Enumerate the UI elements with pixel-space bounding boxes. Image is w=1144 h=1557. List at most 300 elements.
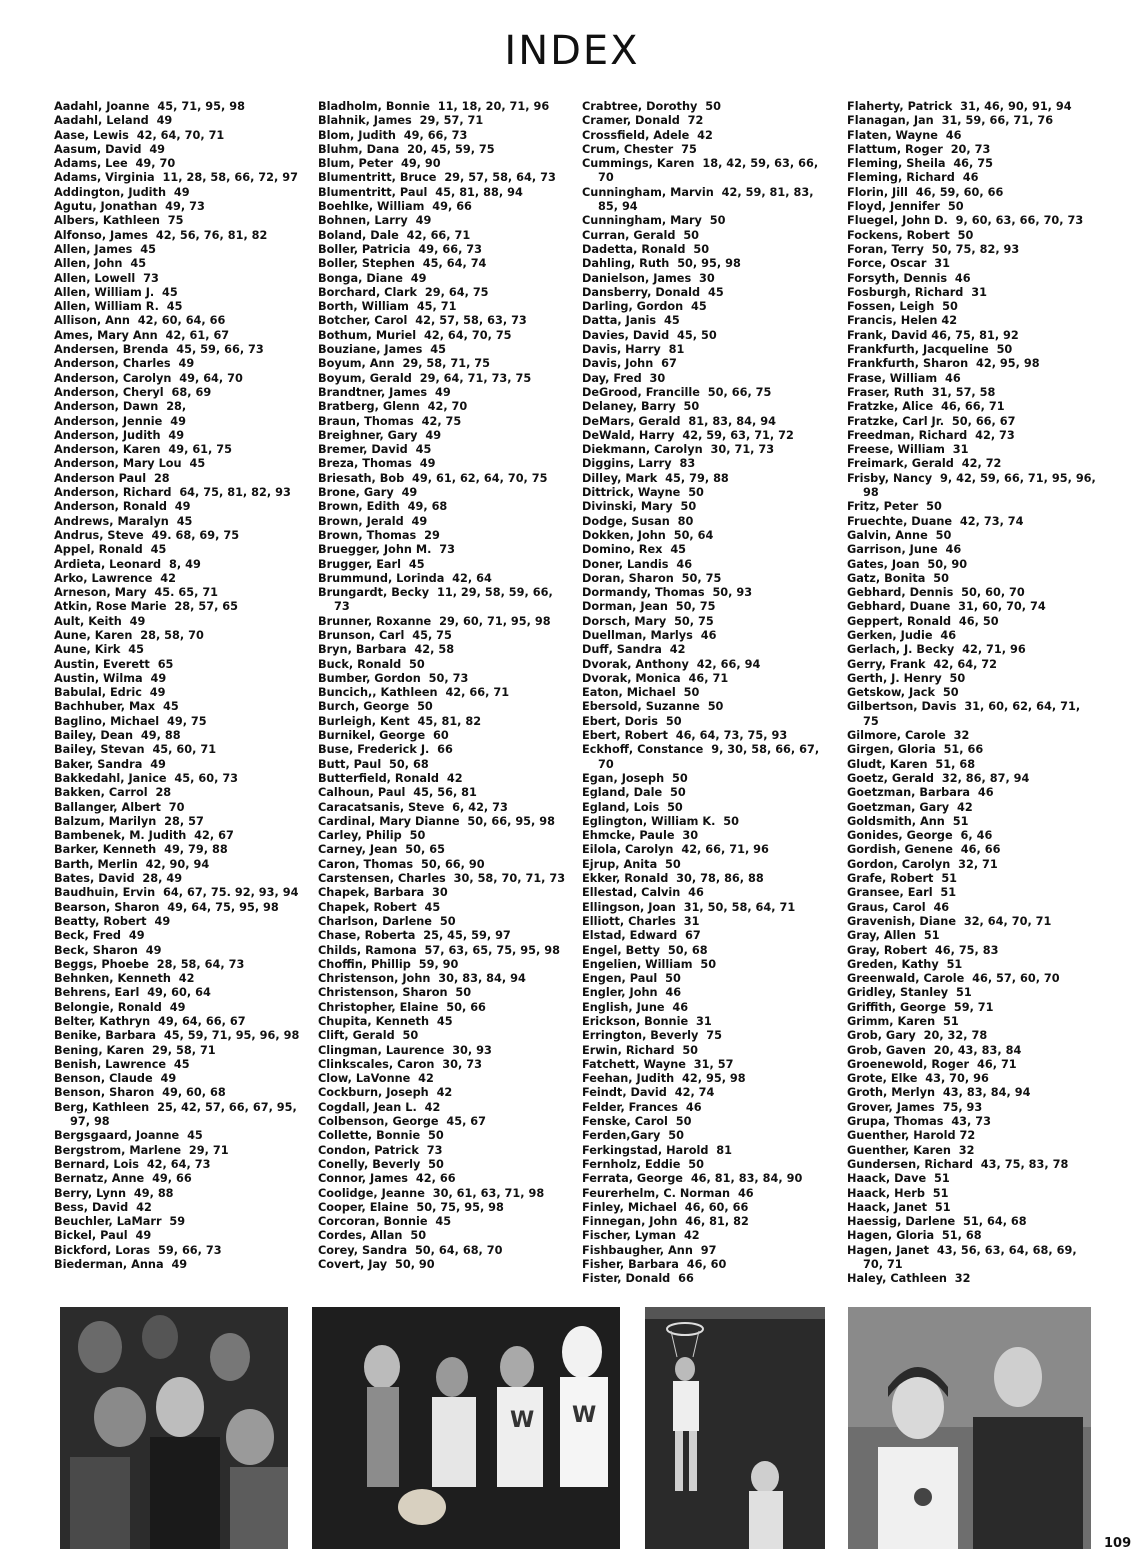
index-entry: Cardinal, Mary Dianne 50, 66, 95, 98 xyxy=(318,814,555,828)
index-entry: Ardieta, Leonard 8, 49 xyxy=(54,557,201,571)
index-entry: Appel, Ronald 45 xyxy=(54,543,167,557)
index-entry: Clinkscales, Caron 30, 73 xyxy=(318,1057,482,1071)
index-entry: Gravenish, Diane 32, 64, 70, 71 xyxy=(847,914,1052,928)
index-entry: Blum, Peter 49, 90 xyxy=(318,157,441,171)
index-entry: Christenson, Sharon 50 xyxy=(318,986,472,1000)
index-entry: Blahnik, James 29, 57, 71 xyxy=(318,114,484,128)
index-entry: Fluegel, John D. 9, 60, 63, 66, 70, 73 xyxy=(847,214,1084,228)
index-entry: Freese, William 31 xyxy=(847,443,969,457)
index-entry: Bearson, Sharon 49, 64, 75, 95, 98 xyxy=(54,900,279,914)
index-entry: Bailey, Dean 49, 88 xyxy=(54,729,181,743)
index-entry: Beggs, Phoebe 28, 58, 64, 73 xyxy=(54,957,245,971)
index-entry: Charlson, Darlene 50 xyxy=(318,914,456,928)
index-entry: Bachhuber, Max 45 xyxy=(54,700,179,714)
index-entry: Gebhard, Dennis 50, 60, 70 xyxy=(847,586,1025,600)
index-entry: Clift, Gerald 50 xyxy=(318,1029,419,1043)
index-column-2 xyxy=(318,100,568,1272)
index-entry: Engler, John 46 xyxy=(582,986,682,1000)
index-entry: Cooper, Elaine 50, 75, 95, 98 xyxy=(318,1200,504,1214)
index-entry: Floyd, Jennifer 50 xyxy=(847,200,964,214)
index-entry: Ellestad, Calvin 46 xyxy=(582,886,704,900)
index-entry: Bernard, Lois 42, 64, 73 xyxy=(54,1157,211,1171)
index-entry: Barth, Merlin 42, 90, 94 xyxy=(54,857,210,871)
index-entry: Benike, Barbara 45, 59, 71, 95, 96, 98 xyxy=(54,1029,300,1043)
index-entry: DeMars, Gerald 81, 83, 84, 94 xyxy=(582,414,776,428)
index-entry: DeGrood, Francille 50, 66, 75 xyxy=(582,385,772,399)
index-entry: Anderson, Karen 49, 61, 75 xyxy=(54,443,232,457)
index-entry: Austin, Everett 65 xyxy=(54,657,174,671)
index-entry: Engelien, William 50 xyxy=(582,957,717,971)
index-entry: Gerry, Frank 42, 64, 72 xyxy=(847,657,998,671)
index-entry: Allen, Lowell 73 xyxy=(54,271,159,285)
index-entry: Borchard, Clark 29, 64, 75 xyxy=(318,285,489,299)
index-entry: Burnikel, George 60 xyxy=(318,729,449,743)
index-entry: Baglino, Michael 49, 75 xyxy=(54,714,207,728)
index-entry: Gordish, Genene 46, 66 xyxy=(847,843,1001,857)
index-entry: Brown, Jerald 49 xyxy=(318,514,428,528)
index-entry: Davis, Harry 81 xyxy=(582,343,685,357)
index-entry: Curran, Gerald 50 xyxy=(582,228,700,242)
index-entry: Groth, Merlyn 43, 83, 84, 94 xyxy=(847,1086,1031,1100)
index-entry: Grover, James 75, 93 xyxy=(847,1100,983,1114)
svg-text:W: W xyxy=(510,1408,535,1433)
index-entry: Gonides, George 6, 46 xyxy=(847,829,993,843)
index-entry: Feurerhelm, C. Norman 46 xyxy=(582,1186,754,1200)
index-entry: Babulal, Edric 49 xyxy=(54,686,166,700)
index-entry: Andrews, Maralyn 45 xyxy=(54,514,193,528)
index-entry: Boyum, Gerald 29, 64, 71, 73, 75 xyxy=(318,371,532,385)
index-entry: Bryn, Barbara 42, 58 xyxy=(318,643,455,657)
index-entry: Brunson, Carl 45, 75 xyxy=(318,628,452,642)
index-entry: Benson, Claude 49 xyxy=(54,1072,177,1086)
index-entry: Flanagan, Jan 31, 59, 66, 71, 76 xyxy=(847,114,1054,128)
index-entry: Fischer, Lyman 42 xyxy=(582,1229,700,1243)
index-entry: Albers, Kathleen 75 xyxy=(54,214,184,228)
index-entry: Darling, Gordon 45 xyxy=(582,300,707,314)
index-entry: Bremer, David 45 xyxy=(318,443,432,457)
index-entry: Allen, William J. 45 xyxy=(54,285,178,299)
index-entry: Behnken, Kenneth 42 xyxy=(54,972,195,986)
index-entry: Barker, Kenneth 49, 79, 88 xyxy=(54,843,228,857)
index-entry: Eckhoff, Constance 9, 30, 58, 66, 67, 70 xyxy=(582,743,824,771)
index-entry: Bladholm, Bonnie 11, 18, 20, 71, 96 xyxy=(318,100,550,113)
index-entry: Haack, Herb 51 xyxy=(847,1186,949,1200)
index-entry: Fraser, Ruth 31, 57, 58 xyxy=(847,385,996,399)
index-entry: Bakken, Carrol 28 xyxy=(54,786,172,800)
index-entry: Galvin, Anne 50 xyxy=(847,528,952,542)
index-entry: Doran, Sharon 50, 75 xyxy=(582,571,722,585)
index-entry: Allison, Ann 42, 60, 64, 66 xyxy=(54,314,226,328)
index-entry: Flattum, Roger 20, 73 xyxy=(847,142,991,156)
index-entry: Ejrup, Anita 50 xyxy=(582,857,681,871)
index-entry: Ehmcke, Paule 30 xyxy=(582,829,699,843)
index-entry: Adams, Virginia 11, 28, 58, 66, 72, 97 xyxy=(54,171,298,185)
index-entry: Aadahl, Leland 49 xyxy=(54,114,173,128)
index-entry: Fister, Donald 66 xyxy=(582,1272,694,1286)
index-entry: Brummund, Lorinda 42, 64 xyxy=(318,571,492,585)
index-entry: Dansberry, Donald 45 xyxy=(582,285,724,299)
index-entry: Egland, Lois 50 xyxy=(582,800,683,814)
index-entry: Florin, Jill 46, 59, 60, 66 xyxy=(847,185,1004,199)
index-entry: Anderson, Charles 49 xyxy=(54,357,195,371)
index-entry: Conelly, Beverly 50 xyxy=(318,1157,444,1171)
index-entry: Gludt, Karen 51, 68 xyxy=(847,757,976,771)
index-entry: Choffin, Phillip 59, 90 xyxy=(318,957,459,971)
index-entry: Dormandy, Thomas 50, 93 xyxy=(582,586,753,600)
index-entry: Bates, David 28, 49 xyxy=(54,872,183,886)
index-entry: Brone, Gary 49 xyxy=(318,486,418,500)
index-entry: Goetz, Gerald 32, 86, 87, 94 xyxy=(847,771,1030,785)
index-entry: Dahling, Ruth 50, 95, 98 xyxy=(582,257,741,271)
index-entry: Coolidge, Jeanne 30, 61, 63, 71, 98 xyxy=(318,1186,545,1200)
index-entry: Gilmore, Carole 32 xyxy=(847,729,970,743)
index-entry: Belongie, Ronald 49 xyxy=(54,1000,186,1014)
index-entry: Dittrick, Wayne 50 xyxy=(582,486,704,500)
index-entry: Blumentritt, Bruce 29, 57, 58, 64, 73 xyxy=(318,171,556,185)
index-entry: Elliott, Charles 31 xyxy=(582,914,700,928)
index-entry: Haack, Dave 51 xyxy=(847,1172,950,1186)
index-entry: Gundersen, Richard 43, 75, 83, 78 xyxy=(847,1157,1069,1171)
index-entry: Ebert, Robert 46, 64, 73, 75, 93 xyxy=(582,729,788,743)
index-entry: Carstensen, Charles 30, 58, 70, 71, 73 xyxy=(318,872,566,886)
index-entry: Davis, John 67 xyxy=(582,357,677,371)
index-entry: Buse, Frederick J. 66 xyxy=(318,743,453,757)
index-entry: Feindt, David 42, 74 xyxy=(582,1086,715,1100)
index-entry: Clingman, Laurence 30, 93 xyxy=(318,1043,492,1057)
index-column-4 xyxy=(847,100,1100,1287)
index-entry: Anderson, Richard 64, 75, 81, 82, 93 xyxy=(54,486,291,500)
index-entry: Flaherty, Patrick 31, 46, 90, 91, 94 xyxy=(847,100,1072,113)
index-entry: Haack, Janet 51 xyxy=(847,1200,951,1214)
index-entry: Butt, Paul 50, 68 xyxy=(318,757,429,771)
index-entry: Feehan, Judith 42, 95, 98 xyxy=(582,1072,746,1086)
index-entry: Bothum, Muriel 42, 64, 70, 75 xyxy=(318,328,512,342)
index-entry: Fernholz, Eddie 50 xyxy=(582,1157,705,1171)
index-entry: Buck, Ronald 50 xyxy=(318,657,425,671)
index-entry: Foran, Terry 50, 75, 82, 93 xyxy=(847,242,1020,256)
index-entry: Davies, David 45, 50 xyxy=(582,328,717,342)
index-entry: Chapek, Robert 45 xyxy=(318,900,441,914)
index-entry: Bouziane, James 45 xyxy=(318,343,446,357)
index-entry: Botcher, Carol 42, 57, 58, 63, 73 xyxy=(318,314,527,328)
index-entry: Boland, Dale 42, 66, 71 xyxy=(318,228,471,242)
photo-couple-portrait xyxy=(848,1307,1091,1549)
index-entry: Groenewold, Roger 46, 71 xyxy=(847,1057,1017,1071)
index-entry: Calhoun, Paul 45, 56, 81 xyxy=(318,786,477,800)
index-entry: Caracatsanis, Steve 6, 42, 73 xyxy=(318,800,508,814)
index-entry: Hagen, Gloria 51, 68 xyxy=(847,1229,982,1243)
index-entry: Gebhard, Duane 31, 60, 70, 74 xyxy=(847,600,1046,614)
index-entry: Berg, Kathleen 25, 42, 57, 66, 67, 95, 97, 98 xyxy=(54,1100,301,1129)
index-entry: Danielson, James 30 xyxy=(582,271,715,285)
index-entry: Crossfield, Adele 42 xyxy=(582,128,713,142)
index-entry: Anderson, Dawn 28, xyxy=(54,400,187,414)
index-entry: Day, Fred 30 xyxy=(582,371,666,385)
index-entry: Ekker, Ronald 30, 78, 86, 88 xyxy=(582,872,764,886)
index-entry: Bambenek, M. Judith 42, 67 xyxy=(54,829,234,843)
index-entry: Bohnen, Larry 49 xyxy=(318,214,432,228)
index-entry: Grafe, Robert 51 xyxy=(847,872,958,886)
index-entry: Corey, Sandra 50, 64, 68, 70 xyxy=(318,1243,503,1257)
index-entry: Anderson, Mary Lou 45 xyxy=(54,457,206,471)
index-entry: Adams, Lee 49, 70 xyxy=(54,157,176,171)
index-entry: Brown, Edith 49, 68 xyxy=(318,500,448,514)
index-entry: Christopher, Elaine 50, 66 xyxy=(318,1000,486,1014)
index-entry: Bergsgaard, Joanne 45 xyxy=(54,1129,203,1143)
index-entry: Ellingson, Joan 31, 50, 58, 64, 71 xyxy=(582,900,796,914)
index-entry: Beck, Fred 49 xyxy=(54,929,145,943)
index-entry: Aune, Karen 28, 58, 70 xyxy=(54,628,204,642)
index-entry: Boller, Stephen 45, 64, 74 xyxy=(318,257,487,271)
index-entry: Erickson, Bonnie 31 xyxy=(582,1015,712,1028)
index-entry: Forsyth, Dennis 46 xyxy=(847,271,971,285)
index-entry: Chapek, Barbara 30 xyxy=(318,886,448,900)
index-entry: Ballanger, Albert 70 xyxy=(54,800,185,814)
index-entry: Eglington, William K. 50 xyxy=(582,814,740,828)
index-entry: Corcoran, Bonnie 45 xyxy=(318,1215,452,1229)
page-title: INDEX xyxy=(504,28,640,74)
index-entry: Collette, Bonnie 50 xyxy=(318,1129,444,1143)
index-entry: Cordes, Allan 50 xyxy=(318,1229,427,1243)
index-entry: Caron, Thomas 50, 66, 90 xyxy=(318,857,485,871)
index-entry: Freimark, Gerald 42, 72 xyxy=(847,457,1002,471)
index-entry: Gray, Allen 51 xyxy=(847,929,940,943)
index-entry: Benson, Sharon 49, 60, 68 xyxy=(54,1086,226,1100)
index-entry: Braun, Thomas 42, 75 xyxy=(318,414,462,428)
index-entry: Diggins, Larry 83 xyxy=(582,457,696,471)
index-entry: Allen, William R. 45 xyxy=(54,300,183,314)
index-entry: Balzum, Marilyn 28, 57 xyxy=(54,814,204,828)
index-entry: Cunningham, Marvin 42, 59, 81, 83, 85, 94 xyxy=(582,185,818,214)
index-entry: Griffith, George 59, 71 xyxy=(847,1000,994,1014)
index-entry: Delaney, Barry 50 xyxy=(582,400,700,414)
index-entry: Geppert, Ronald 46, 50 xyxy=(847,614,999,628)
index-entry: Frisby, Nancy 9, 42, 59, 66, 71, 95, 96, 98 xyxy=(847,471,1100,500)
index-entry: Ferrata, George 46, 81, 83, 84, 90 xyxy=(582,1172,803,1186)
index-entry: Condon, Patrick 73 xyxy=(318,1143,443,1157)
index-entry: Dodge, Susan 80 xyxy=(582,514,694,528)
index-entry: Gatz, Bonita 50 xyxy=(847,571,949,585)
svg-text:W: W xyxy=(572,1403,597,1428)
index-entry: Cockburn, Joseph 42 xyxy=(318,1086,453,1100)
index-entry: Aadahl, Joanne 45, 71, 95, 98 xyxy=(54,100,245,113)
index-entry: Bickel, Paul 49 xyxy=(54,1229,152,1243)
index-column-1 xyxy=(54,100,304,1272)
index-entry: Flaten, Wayne 46 xyxy=(847,128,962,142)
index-entry: Brungardt, Becky 11, 29, 58, 59, 66, 73 xyxy=(318,586,557,614)
index-entry: Gerth, J. Henry 50 xyxy=(847,671,966,685)
index-entry: Finley, Michael 46, 60, 66 xyxy=(582,1200,749,1214)
index-entry: Brunner, Roxanne 29, 60, 71, 95, 98 xyxy=(318,614,551,628)
index-entry: Fossen, Leigh 50 xyxy=(847,300,958,314)
index-entry: Eilola, Carolyn 42, 66, 71, 96 xyxy=(582,843,769,857)
index-entry: Beatty, Robert 49 xyxy=(54,914,171,928)
index-entry: Anderson, Jennie 49 xyxy=(54,414,186,428)
index-entry: Cummings, Karen 18, 42, 59, 63, 66, 70 xyxy=(582,157,823,185)
index-entry: Guenther, Karen 32 xyxy=(847,1143,975,1157)
index-entry: Dokken, John 50, 64 xyxy=(582,528,714,542)
index-entry: Gordon, Carolyn 32, 71 xyxy=(847,857,998,871)
index-entry: Dvorak, Monica 46, 71 xyxy=(582,671,729,685)
index-entry: Carney, Jean 50, 65 xyxy=(318,843,445,857)
index-entry: Gilbertson, Davis 31, 60, 62, 64, 71, 75 xyxy=(847,700,1085,728)
index-entry: Diekmann, Carolyn 30, 71, 73 xyxy=(582,443,775,457)
index-entry: Brugger, Earl 45 xyxy=(318,557,425,571)
index-entry: Arneson, Mary 45. 65, 71 xyxy=(54,586,219,600)
index-entry: Greenwald, Carole 46, 57, 60, 70 xyxy=(847,972,1060,986)
index-entry: Fratzke, Alice 46, 66, 71 xyxy=(847,400,1005,414)
index-entry: Anderson, Ronald 49 xyxy=(54,500,191,514)
index-entry: Anderson, Judith 49 xyxy=(54,428,185,442)
page-number: 109 xyxy=(1104,1536,1132,1551)
index-entry: Crum, Chester 75 xyxy=(582,142,697,156)
index-entry: Fatchett, Wayne 31, 57 xyxy=(582,1057,734,1071)
index-entry: Burch, George 50 xyxy=(318,700,433,714)
index-entry: Christenson, John 30, 83, 84, 94 xyxy=(318,972,526,986)
index-entry: Brandtner, James 49 xyxy=(318,385,451,399)
index-entry: Dvorak, Anthony 42, 66, 94 xyxy=(582,657,761,671)
index-entry: Datta, Janis 45 xyxy=(582,314,680,328)
index-entry: Goetzman, Barbara 46 xyxy=(847,786,994,800)
index-entry: Austin, Wilma 49 xyxy=(54,671,167,685)
index-entry: Bumber, Gordon 50, 73 xyxy=(318,671,469,685)
index-entry: Gates, Joan 50, 90 xyxy=(847,557,968,571)
index-entry: Domino, Rex 45 xyxy=(582,543,687,557)
index-entry: Fisher, Barbara 46, 60 xyxy=(582,1258,727,1272)
index-entry: Errington, Beverly 75 xyxy=(582,1029,722,1043)
index-entry: Bluhm, Dana 20, 45, 59, 75 xyxy=(318,142,495,156)
index-entry: Borth, William 45, 71 xyxy=(318,300,457,314)
index-entry: Briesath, Bob 49, 61, 62, 64, 70, 75 xyxy=(318,471,548,485)
photo-cheerleaders xyxy=(312,1307,620,1549)
index-entry: Bickford, Loras 59, 66, 73 xyxy=(54,1243,222,1257)
index-entry: Finnegan, John 46, 81, 82 xyxy=(582,1215,749,1229)
index-entry: Brown, Thomas 29 xyxy=(318,528,440,542)
index-entry: Ault, Keith 49 xyxy=(54,614,146,628)
index-entry: Egan, Joseph 50 xyxy=(582,771,688,785)
index-entry: Chase, Roberta 25, 45, 59, 97 xyxy=(318,929,511,943)
index-entry: Belter, Kathryn 49, 64, 66, 67 xyxy=(54,1015,246,1028)
index-entry: Cunningham, Mary 50 xyxy=(582,214,726,228)
index-entry: Biederman, Anna 49 xyxy=(54,1258,188,1272)
index-entry: Gransee, Earl 51 xyxy=(847,886,957,900)
index-entry: English, June 46 xyxy=(582,1000,689,1014)
index-entry: Bailey, Stevan 45, 60, 71 xyxy=(54,743,217,757)
index-entry: Anderson Paul 28 xyxy=(54,471,170,485)
index-entry: Bruegger, John M. 73 xyxy=(318,543,455,557)
index-entry: Force, Oscar 31 xyxy=(847,257,950,271)
index-entry: Blumentritt, Paul 45, 81, 88, 94 xyxy=(318,185,523,199)
index-entry: Aasum, David 49 xyxy=(54,142,166,156)
index-entry: Fockens, Robert 50 xyxy=(847,228,974,242)
index-entry: Goetzman, Gary 42 xyxy=(847,800,973,814)
index-entry: Bonga, Diane 49 xyxy=(318,271,427,285)
index-entry: Berry, Lynn 49, 88 xyxy=(54,1186,174,1200)
index-entry: Bernatz, Anne 49, 66 xyxy=(54,1172,192,1186)
index-entry: Colbenson, George 45, 67 xyxy=(318,1115,487,1129)
index-entry: Divinski, Mary 50 xyxy=(582,500,697,514)
index-entry: Crabtree, Dorothy 50 xyxy=(582,100,721,113)
index-entry: Arko, Lawrence 42 xyxy=(54,571,176,585)
index-entry: Dilley, Mark 45, 79, 88 xyxy=(582,471,729,485)
index-entry: Doner, Landis 46 xyxy=(582,557,693,571)
index-entry: Garrison, June 46 xyxy=(847,543,962,557)
index-entry: Allen, James 45 xyxy=(54,242,156,256)
index-entry: Beuchler, LaMarr 59 xyxy=(54,1215,186,1229)
index-entry: Baudhuin, Ervin 64, 67, 75. 92, 93, 94 xyxy=(54,886,299,900)
index-entry: Freedman, Richard 42, 73 xyxy=(847,428,1015,442)
index-entry: Carley, Philip 50 xyxy=(318,829,426,843)
index-entry: Felder, Frances 46 xyxy=(582,1100,702,1114)
index-entry: Guenther, Harold 72 xyxy=(847,1129,976,1143)
index-entry: DeWald, Harry 42, 59, 63, 71, 72 xyxy=(582,428,794,442)
index-entry: Erwin, Richard 50 xyxy=(582,1043,699,1057)
index-entry: Greden, Kathy 51 xyxy=(847,957,963,971)
index-column-3 xyxy=(582,100,832,1287)
index-entry: Fruechte, Duane 42, 73, 74 xyxy=(847,514,1024,528)
index-entry: Blom, Judith 49, 66, 73 xyxy=(318,128,468,142)
index-entry: Haessig, Darlene 51, 64, 68 xyxy=(847,1215,1027,1229)
index-entry: Ebersold, Suzanne 50 xyxy=(582,700,724,714)
index-entry: Connor, James 42, 66 xyxy=(318,1172,456,1186)
index-entry: Bening, Karen 29, 58, 71 xyxy=(54,1043,216,1057)
index-entry: Covert, Jay 50, 90 xyxy=(318,1258,435,1272)
index-entry: Bratberg, Glenn 42, 70 xyxy=(318,400,468,414)
index-entry: Engel, Betty 50, 68 xyxy=(582,943,708,957)
index-entry: Beck, Sharon 49 xyxy=(54,943,162,957)
index-entry: Grob, Gary 20, 32, 78 xyxy=(847,1029,988,1043)
index-entry: Duellman, Marlys 46 xyxy=(582,628,717,642)
index-entry: Goldsmith, Ann 51 xyxy=(847,814,969,828)
index-entry: Aase, Lewis 42, 64, 70, 71 xyxy=(54,128,225,142)
index-entry: Graus, Carol 46 xyxy=(847,900,950,914)
index-entry: Addington, Judith 49 xyxy=(54,185,190,199)
index-entry: Boyum, Ann 29, 58, 71, 75 xyxy=(318,357,491,371)
index-entry: Chupita, Kenneth 45 xyxy=(318,1015,453,1028)
index-entry: Fosburgh, Richard 31 xyxy=(847,285,987,299)
index-entry: Frankfurth, Sharon 42, 95, 98 xyxy=(847,357,1040,371)
index-entry: Benish, Lawrence 45 xyxy=(54,1057,190,1071)
index-entry: Gridley, Stanley 51 xyxy=(847,986,972,1000)
index-entry: Bess, David 42 xyxy=(54,1200,152,1214)
index-entry: Ferkingstad, Harold 81 xyxy=(582,1143,733,1157)
index-entry: Cogdall, Jean L. 42 xyxy=(318,1100,441,1114)
index-entry: Andersen, Brenda 45, 59, 66, 73 xyxy=(54,343,264,357)
index-entry: Francis, Helen 42 xyxy=(847,314,958,328)
index-entry: Fleming, Sheila 46, 75 xyxy=(847,157,993,171)
index-entry: Eaton, Michael 50 xyxy=(582,686,700,700)
photo-dance-crowd xyxy=(60,1307,288,1549)
index-entry: Ames, Mary Ann 42, 61, 67 xyxy=(54,328,230,342)
index-entry: Dorman, Jean 50, 75 xyxy=(582,600,716,614)
index-entry: Alfonso, James 42, 56, 76, 81, 82 xyxy=(54,228,268,242)
index-entry: Dorsch, Mary 50, 75 xyxy=(582,614,714,628)
index-entry: Grob, Gaven 20, 43, 83, 84 xyxy=(847,1043,1022,1057)
index-entry: Gray, Robert 46, 75, 83 xyxy=(847,943,999,957)
index-entry: Dadetta, Ronald 50 xyxy=(582,242,710,256)
index-entry: Girgen, Gloria 51, 66 xyxy=(847,743,984,757)
index-entry: Elstad, Edward 67 xyxy=(582,929,701,943)
index-entry: Breza, Thomas 49 xyxy=(318,457,436,471)
index-entry: Andrus, Steve 49. 68, 69, 75 xyxy=(54,528,240,542)
index-entry: Fleming, Richard 46 xyxy=(847,171,979,185)
index-entry: Frank, David 46, 75, 81, 92 xyxy=(847,328,1019,342)
index-entry: Anderson, Cheryl 68, 69 xyxy=(54,385,212,399)
index-entry: Burleigh, Kent 45, 81, 82 xyxy=(318,714,482,728)
index-entry: Grote, Elke 43, 70, 96 xyxy=(847,1072,989,1086)
index-entry: Fritz, Peter 50 xyxy=(847,500,942,514)
index-entry: Gerken, Judie 46 xyxy=(847,628,957,642)
